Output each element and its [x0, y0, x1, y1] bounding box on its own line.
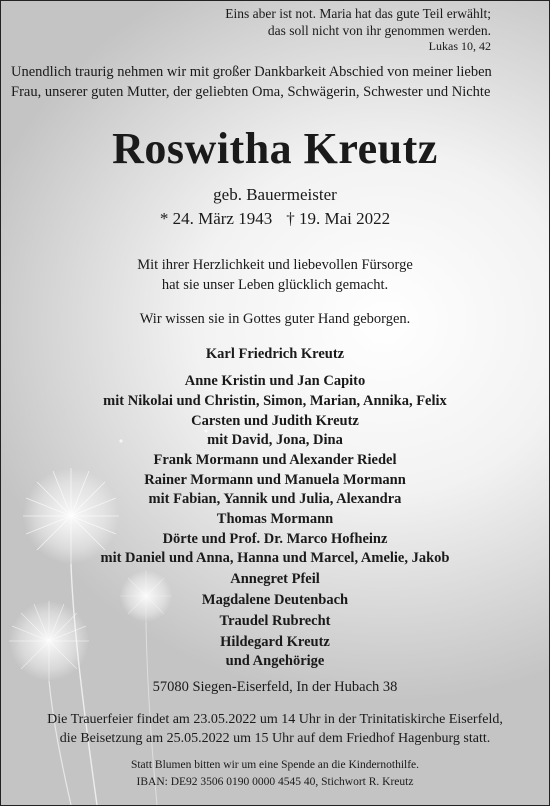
- maiden-name: geb. Bauermeister: [213, 185, 337, 204]
- mourner-line: Carsten und Judith Kreutz: [191, 413, 359, 429]
- bible-verse-source: Lukas 10, 42: [428, 39, 491, 53]
- bible-verse-line-2: das soll nicht von ihr genommen werden.: [267, 23, 491, 38]
- quote-line-3: Wir wissen sie in Gottes guter Hand geborgen.: [139, 311, 411, 327]
- donation-line-1: Statt Blumen bitten wir um eine Spende an die Kindernothilfe.: [130, 759, 420, 771]
- mourner-line: Dörte und Prof. Dr. Marco Hofheinz: [162, 531, 388, 547]
- notice-text-layer: [1, 1, 549, 805]
- mourner-line: mit David, Jona, Dina: [207, 432, 343, 448]
- mourner-line: mit Daniel und Anna, Hanna und Marcel, Amelie, Jakob: [100, 550, 450, 566]
- deceased-name: Roswitha Kreutz: [112, 124, 438, 173]
- mourner-line: Karl Friedrich Kreutz: [205, 346, 345, 362]
- mourner-line: mit Nikolai und Christin, Simon, Marian, Annika, Felix: [103, 393, 447, 409]
- mourner-line: Anne Kristin und Jan Capito: [184, 373, 366, 389]
- service-info-line-2: die Beisetzung am 25.05.2022 um 15 Uhr auf dem Friedhof Hagenburg statt.: [59, 731, 491, 746]
- mourner-line: Magdalene Deutenbach: [201, 592, 349, 608]
- intro-line-1: Unendlich traurig nehmen wir mit großer Dankbarkeit Abschied von meiner lieben: [11, 64, 492, 80]
- mourner-line: Hildegard Kreutz: [220, 634, 330, 650]
- death-date: † 19. Mai 2022: [286, 209, 391, 228]
- family-address: 57080 Siegen-Eiserfeld, In der Hubach 38: [152, 679, 398, 695]
- donation-line-2: IBAN: DE92 3506 0190 0000 4545 40, Stichwort R. Kreutz: [136, 776, 414, 788]
- mourner-line: Frank Mormann und Alexander Riedel: [153, 452, 397, 468]
- quote-line-1: Mit ihrer Herzlichkeit und liebevollen Fürsorge: [137, 257, 413, 273]
- mourner-line: Thomas Mormann: [216, 511, 334, 527]
- mourner-line: mit Fabian, Yannik und Julia, Alexandra: [148, 491, 402, 507]
- mourner-line: Traudel Rubrecht: [219, 613, 331, 629]
- mourner-line: und Angehörige: [225, 653, 325, 669]
- service-info-line-1: Die Trauerfeier findet am 23.05.2022 um 14 Uhr in der Trinitatiskirche Eiserfeld,: [47, 712, 503, 727]
- bible-verse-line-1: Eins aber ist not. Maria hat das gute Teil erwählt;: [225, 6, 491, 21]
- mourner-line: Rainer Mormann und Manuela Mormann: [144, 472, 406, 488]
- quote-line-2: hat sie unser Leben glücklich gemacht.: [161, 277, 389, 293]
- mourner-line: Annegret Pfeil: [230, 571, 320, 587]
- birth-date: * 24. März 1943: [159, 209, 273, 228]
- life-dates: [1, 209, 549, 229]
- intro-line-2: Frau, unserer guten Mutter, der geliebten Oma, Schwägerin, Schwester und Nichte: [11, 84, 491, 100]
